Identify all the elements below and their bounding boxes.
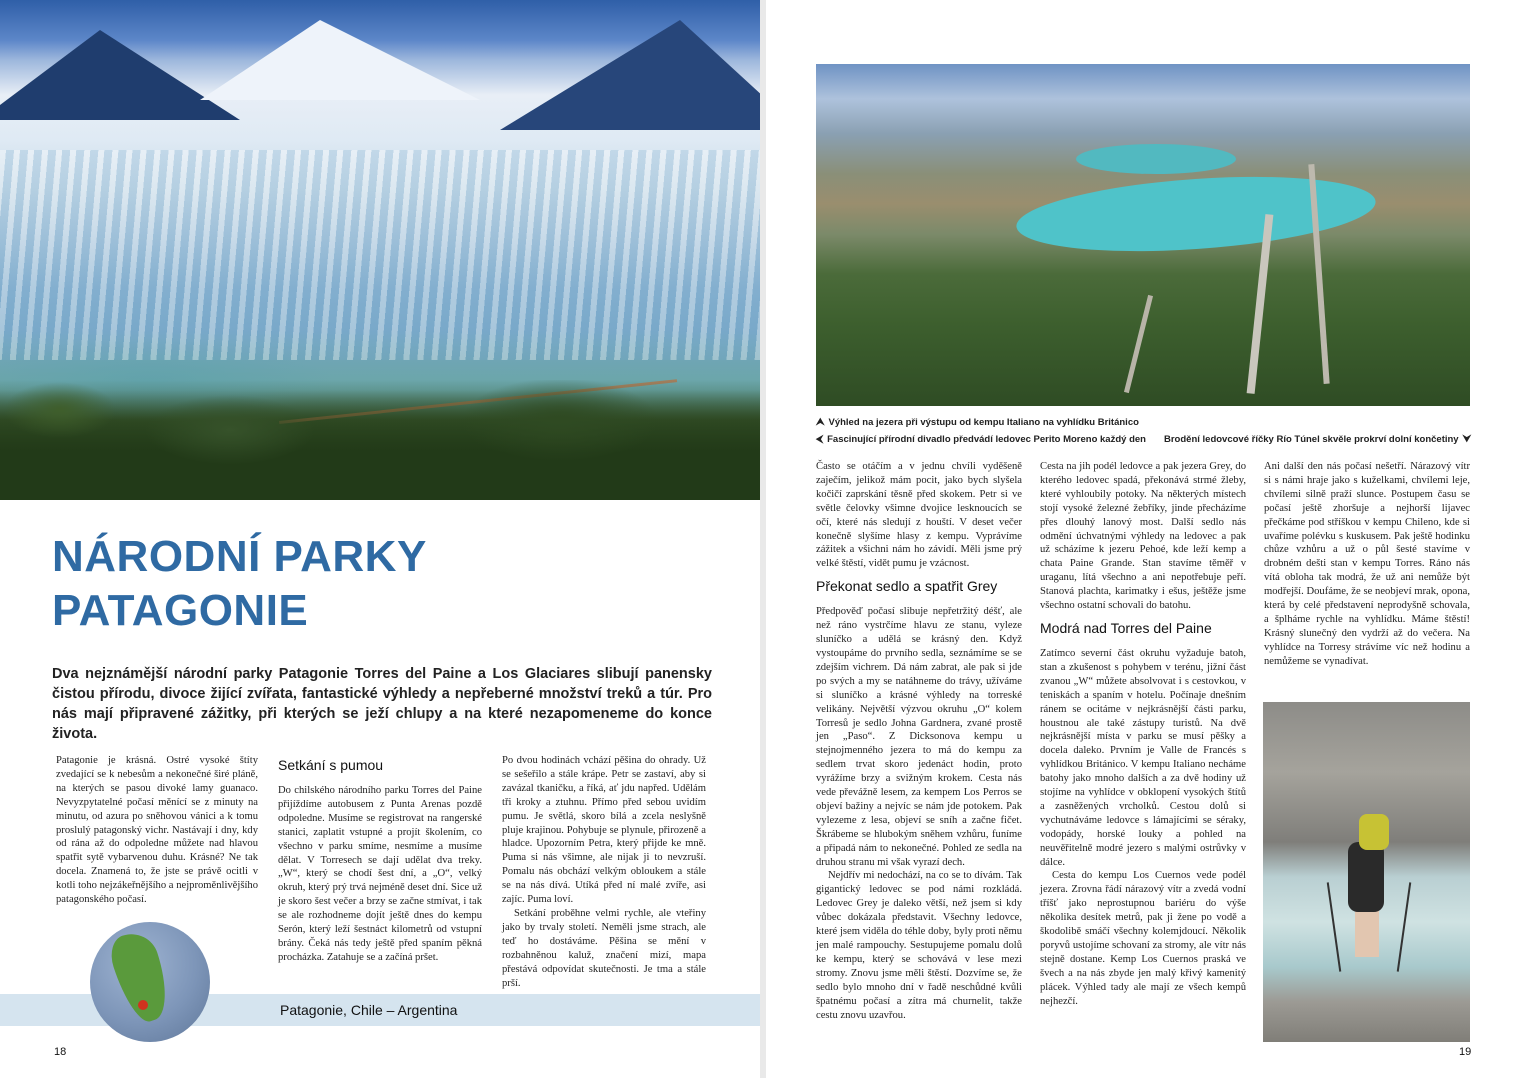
- right-page: [766, 0, 1524, 1078]
- article-lead: Dva nejznámější národní parky Patagonie Torres del Paine a Los Glaciares slibují panensky čistou přírodu, divoce žijící zvířata, fantastické výhledy a nepřeberné množství treků a túr. Pro nás mají připravené zážitky, při kterých se ježí chlupy a na které nezapomeneme do konce života.: [52, 666, 712, 742]
- paragraph: Předpověď počasí slibuje nepřetržitý déšť, ale než ráno vystrčíme hlavu ze stanu, vyleze sluníčko a udělá se krásný den. Když vystoupáme do prvního sedla, seznámíme se se zdejším vichrem. Dá nám zabrat, ale pak si jde po svých a my se natáhneme do trávy, užíváme si sluníčko a krásné výhledy na torreské velikány. Největší výzvou okruhu „O“ kolem Torresů je sedlo Johna Gardnera, zvané prostě jen „Paso“. Z Dicksonova kempu u stejnojmenného jezera to má do kempu za sedlem trvat skoro jedenáct hodin, proto vyrážíme brzy a svižným krokem. Cesta nás vede převážně lesem, za kempem Los Perros se objeví bažiny a nejvíc se nám jde potokem. Pak vylezeme z lesa, objeví se sníh a začne fičet. Škrábeme se hlubokým sněhem vzhůru, funíme a připadá nám to nekonečné. Pohled ze sedla na druhou stranu mi však vyrazí dech.: [816, 606, 1022, 868]
- snow-peak-shape: [200, 20, 480, 100]
- glacier-photo: [0, 0, 760, 500]
- dead-tree-shape: [1124, 295, 1153, 393]
- caption-text: Fascinující přírodní divadlo předvádí ledovec Perito Moreno každý den: [827, 434, 1146, 445]
- south-america-shape: [105, 927, 177, 1027]
- paragraph: Patagonie je krásná. Ostré vysoké štíty zvedající se k nebesům a nekonečné širé pláně, na kterých se pasou divoké lamy guanaco. Nevyzpytatelné počasí měnící se z minuty na minutu, od azura po sněhovou vánici a k tomu proslulý patagonský vichr. Nastávají i dny, kdy od rána až do odpoledne můžete nad hlavou spatřit sytě vybarvenou duhu. Krásné? Ne tak docela. Znamená to, že jste se právě ocitli v kotli toho nejzákeřnějšího a nejproměnlivějšího patagonského počasí.: [56, 755, 258, 906]
- arrow-down-icon: ⮟: [1462, 434, 1472, 445]
- lake-shape: [1076, 144, 1236, 174]
- text-column-1: [816, 460, 1022, 1022]
- page-number: 18: [54, 1046, 67, 1058]
- location-marker-icon: [138, 1000, 148, 1010]
- paragraph: Často se otáčím a v jednu chvíli vyděšeně zaječím, jelikož mám pocit, jako bych slyšela kočičí zaprskání těsně před skokem. Petr si ve světle čelovky všimne dvojice lesknoucích se očí, které nás sledují z houští. V deset večer konečně slyšíme hlasy z kempu. Vyprávíme zážitek a všichni nám ho závidí. Měli jsme prý velké štěstí, vidět pumu je vzácnost.: [816, 461, 1022, 570]
- paragraph: Cesta na jih podél ledovce a pak jezera Grey, do kterého ledovec spadá, překonává strmé žleby, které vyhloubily potoky. Na některých místech stojí vysoké železné žebříky, jinde přecházíme přes dlouhý lanový most. Další sedlo nás odmění úchvatnými výhledy na ledovec a pak už scházíme k jezeru Pehoé, kde leží kemp a chata Paine Grande. Stan stavíme těměř v uraganu, lítá všechno a ani nepotřebuje peří. Stanová plachta, karimatky i ešus, ještěže jsme všechno ostatní schovali do batohu.: [1040, 461, 1246, 612]
- paragraph: Do chilského národního parku Torres del Paine přijíždíme autobusem z Punta Arenas pozdě odpoledne. Musíme se registrovat na rangerské stanici, zaplatit vstupné a projít školením, co všechno v parku smíme, nesmíme a musíme dělat. V Torresech se dají udělat dva treky. „W“, který se chodí šest dní, a „O“, velký okruh, který prý trvá nejméně deset dní. Sice už je skoro šest večer a brzy se začne stmívat, i tak se ale rozhodneme dojít ještě dnes do kempu Serón, který leží šestnáct kilometrů od vstupní brány. Čeká nás tedy ještě před spaním pěkná procházka. Zatahuje se a začíná pršet.: [278, 785, 482, 963]
- photo-caption-right: [1164, 434, 1471, 446]
- title-line-1: NÁRODNÍ PARKY: [52, 532, 427, 581]
- paragraph: Ani další den nás počasí nešetří. Nárazový vítr si s námi hraje jako s kuželkami, chvílemi leje, chvílemi silně praží slunce. Postupem času se počasí ještě zhoršuje a nejhorší lijavec přečkáme pod stříškou v kempu Chileno, kde si uvaříme polévku s kuskusem. Pak ještě hodinku chůze vzhůru a už o půl šesté stavíme v drobném dešti stan v kempu Torres. Ráno nás vítá obloha tak modrá, že už ani nemůže být modřejší. Doufáme, že se neobjeví mrak, opona, která by celé představení neprodyšně schovala, a šplháme rychle na vyhlídku. Máme štěstí! Krásný slunečný den vydrží až do večera. Na vyhlídce na Torresy strávíme víc než hodinu a nemůžeme se vynadívat.: [1264, 461, 1470, 667]
- paragraph: Po dvou hodinách vchází pěšina do ohrady. Už se sešeřilo a stále krápe. Petr se zastaví, aby si zavázal tkaničku, a říká, ať jdu napřed. Udělám tři kroky a ztuhnu. Přímo před sebou uvidím pumu. Je světlá, skoro bílá a zcela neslyšně pluje krajinou. Pohybuje se plynule, přirozeně a hladce. Upozorním Petra, který přijde ke mně. Puma si nás všimne, ale nijak ji to nevzruší. Pomalu nás obchází velkým obloukem a stále se na nás dívá. Utíká před ní malé zvíře, asi zajíc. Puma loví.: [502, 755, 706, 906]
- river-crossing-photo: [1263, 702, 1470, 1042]
- trees-shape: [0, 380, 760, 500]
- section-heading: Modrá nad Torres del Paine: [1040, 619, 1212, 636]
- hiker-body-shape: [1348, 842, 1384, 912]
- photo-caption-left: [816, 434, 1146, 446]
- mountain-shape: [500, 20, 760, 130]
- location-label: Patagonie, Chile – Argentina: [280, 1002, 458, 1018]
- globe-map-icon: [90, 922, 210, 1042]
- text-column-1: [56, 754, 258, 907]
- text-column-3: [502, 754, 706, 990]
- paragraph: Cesta do kempu Los Cuernos vede podél jezera. Zrovna řádí nárazový vítr a zvedá vodní tříšť jako neprostupnou bariéru do výše několika desítek metrů, pak ji žene po vodě a škodolibě smáčí všechny kolemjdoucí. Několik poryvů ustojíme schovaní za stromy, ale vítr nás stejně dostane. Kemp Los Cuernos praská ve švech a na nás zbyde jen malý křivý kamenitý plácek. Výhled tady ale mají ze všech kempů nejhezčí.: [1040, 870, 1246, 1007]
- section-heading: Překonat sedlo a spatřit Grey: [816, 578, 998, 595]
- backpack-shape: [1359, 814, 1389, 850]
- paragraph: Setkání proběhne velmi rychle, ale vteřiny jako by trvaly století. Neměli jsme strach, ale teď ho dostáváme. Pěšina se mění v rozbahněnou kaluž, značení mizí, mapa přestává odpovídat skutečnosti. Je tma a stále prší.: [502, 907, 706, 989]
- text-column-3: [1264, 460, 1470, 669]
- title-line-2: PATAGONIE: [52, 586, 309, 635]
- arrow-up-icon: ⮝: [816, 417, 825, 428]
- article-title: [52, 530, 732, 638]
- photo-caption-top: [816, 417, 1139, 429]
- hiker-legs-shape: [1355, 907, 1379, 957]
- lake-shape: [1014, 167, 1378, 262]
- paragraph: Nejdřív mi nedochází, na co se to dívám. Tak gigantický ledovec se pod námi rozkládá. Ledovec Grey je daleko větší, než jsem si kdy vůbec dokázala představit. Všechny ledovce, které jsem viděla do téhle doby, byly proti němu jen malé rampouchy. Sestupujeme pomalu dolů ke kempu, který se schovává v lese mezi stromy. Znovu jsme měli štěstí. Dozvíme se, že sedlo bylo mnoho dní v řadě neschůdné kvůli špatnému počasí a zítra má churnelit, takže cestu znovu uzavřou.: [816, 870, 1022, 1021]
- paragraph: Zatímco severní část okruhu vyžaduje batoh, stan a zkušenost s pohybem v terénu, jižní část zvanou „W“ můžete absolvovat i s cestovkou, v teniskách a spaním v hotelu. Počínaje dnešním ránem se ocitáme v nejkrásnější části parku, houstnou ale také zástupy turistů. Na dvě nejkrásnější místa v parku se musí pěšky a docela daleko. Prvním je Valle de Francés s vyhlídkou Británico. V kempu Italiano necháme batohy jako mnoho dalších a za dvě hodiny už stojíme na vyhlídce v obklopení vysokých štítů a zasněžených vrcholků. Cestou dolů si vychutnáváme ledovce s lámajícími se séraky, vodopády, horské louky a pohled na neuvěřitelně modré jezero s malými ostrůvky v dálce.: [1040, 647, 1246, 868]
- text-column-2: [278, 750, 482, 965]
- text-column-2: [1040, 460, 1246, 1009]
- arrow-left-icon: ⮜: [816, 434, 824, 445]
- trekking-pole-shape: [1327, 882, 1342, 971]
- caption-text: Výhled na jezera při výstupu od kempu Italiano na vyhlídku Británico: [828, 417, 1139, 428]
- caption-text: Brodění ledovcové říčky Río Túnel skvěle prokrví dolní končetiny: [1164, 434, 1459, 445]
- trekking-pole-shape: [1397, 882, 1412, 971]
- left-page: [0, 0, 760, 1078]
- glacier-ice-face: [0, 150, 760, 360]
- section-heading: Setkání s pumou: [278, 757, 384, 773]
- lake-photo: [816, 64, 1470, 406]
- page-number: 19: [1459, 1046, 1472, 1058]
